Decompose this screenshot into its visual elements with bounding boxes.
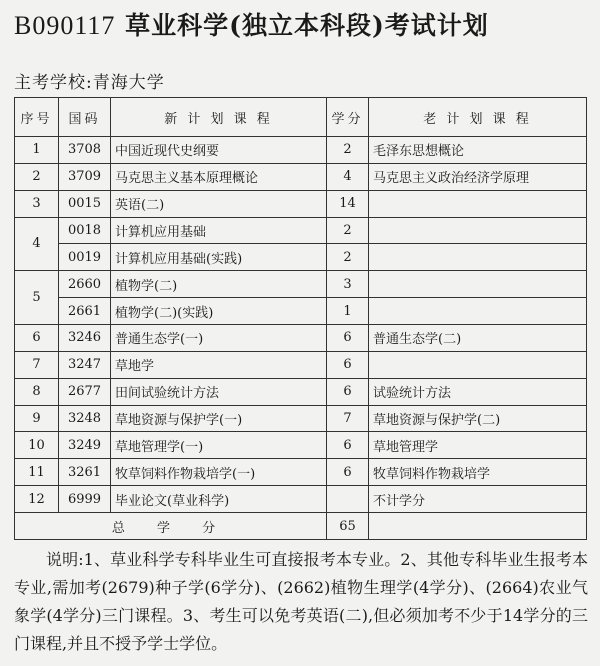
code-cell: 3249 [59,432,111,459]
table-row [15,137,587,164]
seq-cell: 1 [15,137,59,164]
host-school: 主考学校:青海大学 [14,73,165,93]
table-row [15,459,587,486]
new-course-cell: 普通生态学(一) [111,325,327,352]
code-cell: 0015 [59,190,111,217]
explanation-note: 说明:1、草业科学专科毕业生可直接报考本专业。2、其他专科毕业生报考本专业,需加考(2679)种子学(6学分)、(2662)植物生理学(4学分)、(2664)农业气象学(4学分)三门课程。3、考生可以免考英语(二),但必须加考不少于14学分的三门课程,并且不授予学士学位。 [14,550,588,653]
table-row [15,378,587,405]
old-course-cell: 草地管理学 [369,432,587,459]
credits-cell: 2 [327,244,369,271]
credits-cell: 4 [327,163,369,190]
old-course-cell [369,244,587,271]
credits-cell: 14 [327,190,369,217]
credits-cell: 6 [327,432,369,459]
code-cell: 0018 [59,217,111,244]
credits-cell: 6 [327,351,369,378]
credits-cell: 2 [327,217,369,244]
old-course-cell [369,217,587,244]
seq-cell: 8 [15,378,59,405]
old-course-cell: 牧草饲料作物栽培学 [369,459,587,486]
table-row [15,271,587,298]
old-course-cell: 草地资源与保护学(二) [369,405,587,432]
seq-cell: 2 [15,163,59,190]
code-cell: 3261 [59,459,111,486]
credits-cell: 2 [327,137,369,164]
header-code: 国码 [59,98,111,137]
header-new-course: 新 计 划 课 程 [111,98,327,137]
total-label: 总 学 分 [15,513,327,540]
old-course-cell: 试验统计方法 [369,378,587,405]
code-cell: 3247 [59,351,111,378]
credits-cell: 3 [327,271,369,298]
new-course-cell: 毕业论文(草业科学) [111,486,327,513]
code-cell: 3709 [59,163,111,190]
seq-cell: 11 [15,459,59,486]
table-row [15,298,587,325]
seq-cell: 4 [15,217,59,271]
credits-cell: 6 [327,325,369,352]
exam-plan-table [14,97,587,540]
new-course-cell: 草地资源与保护学(一) [111,405,327,432]
new-course-cell: 草地管理学(一) [111,432,327,459]
table-row [15,325,587,352]
code-cell: 3708 [59,137,111,164]
old-course-cell: 马克思主义政治经济学原理 [369,163,587,190]
new-course-cell: 草地学 [111,351,327,378]
table-row [15,351,587,378]
old-course-cell: 毛泽东思想概论 [369,137,587,164]
table-row [15,190,587,217]
table-row [15,217,587,244]
credits-cell: 6 [327,378,369,405]
seq-cell: 10 [15,432,59,459]
new-course-cell: 中国近现代史纲要 [111,137,327,164]
old-course-cell [369,190,587,217]
old-course-cell [369,351,587,378]
code-cell: 3246 [59,325,111,352]
total-empty-cell [369,513,587,540]
old-course-cell: 普通生态学(二) [369,325,587,352]
table-row [15,244,587,271]
seq-cell: 3 [15,190,59,217]
credits-cell: 6 [327,459,369,486]
new-course-cell: 田间试验统计方法 [111,378,327,405]
new-course-cell: 植物学(二) [111,271,327,298]
code-cell: 2660 [59,271,111,298]
table-row [15,405,587,432]
header-credits: 学分 [327,98,369,137]
table-header-row [15,98,587,137]
new-course-cell: 英语(二) [111,190,327,217]
code-cell: 0019 [59,244,111,271]
seq-cell: 6 [15,325,59,352]
program-code: B090117 [14,11,116,40]
code-cell: 2661 [59,298,111,325]
table-row [15,163,587,190]
new-course-cell: 马克思主义基本原理概论 [111,163,327,190]
table-row [15,486,587,513]
old-course-cell [369,298,587,325]
seq-cell: 9 [15,405,59,432]
program-title: 草业科学(独立本科段)考试计划 [125,11,489,40]
code-cell: 3248 [59,405,111,432]
new-course-cell: 植物学(二)(实践) [111,298,327,325]
credits-cell [327,486,369,513]
seq-cell: 5 [15,271,59,325]
total-row [15,513,587,540]
old-course-cell: 不计学分 [369,486,587,513]
total-credits: 65 [327,513,369,540]
new-course-cell: 牧草饲料作物栽培学(一) [111,459,327,486]
table-row [15,432,587,459]
header-old-course: 老 计 划 课 程 [369,98,587,137]
code-cell: 2677 [59,378,111,405]
header-seq: 序号 [15,98,59,137]
page-title [14,6,594,42]
old-course-cell [369,271,587,298]
new-course-cell: 计算机应用基础(实践) [111,244,327,271]
seq-cell: 7 [15,351,59,378]
credits-cell: 1 [327,298,369,325]
new-course-cell: 计算机应用基础 [111,217,327,244]
seq-cell: 12 [15,486,59,513]
code-cell: 6999 [59,486,111,513]
credits-cell: 7 [327,405,369,432]
